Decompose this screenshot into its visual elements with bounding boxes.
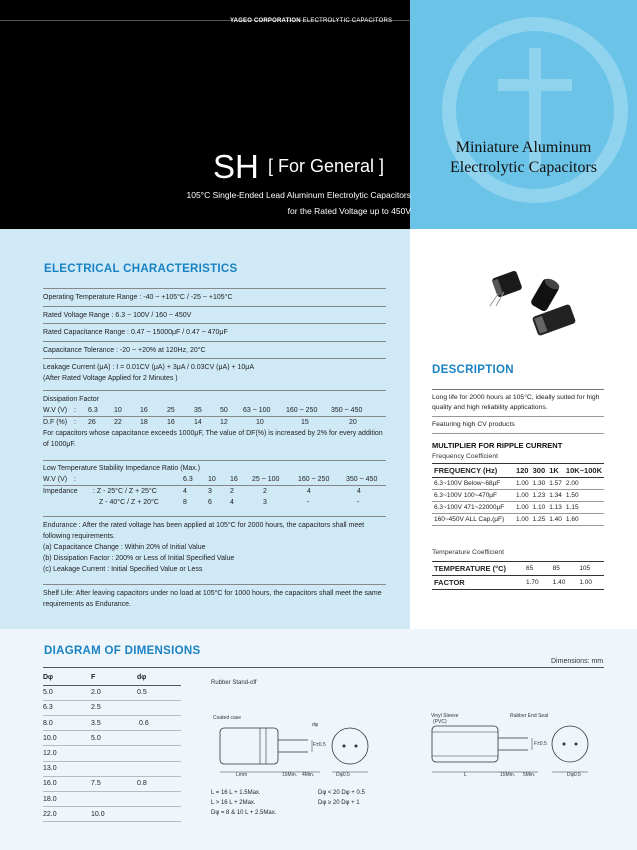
description-title: DESCRIPTION [432, 364, 514, 376]
dimensions-table [43, 670, 181, 822]
shelf-life-block: Shelf Life: After leaving capacitors under no load at 105°C for 1000 hours, the capacitors shall meet the same requirements as Endurance. [43, 584, 386, 610]
frequency-table [432, 463, 604, 526]
dim-d05-right: Dφ0.5 [567, 772, 581, 778]
table-row: 6.3~100V 471~22000μF 1.00 1.10 1.13 1.15 [432, 502, 604, 514]
table-row: 8.0 3.5 0.6 [43, 716, 181, 731]
dim-dphi: dφ [312, 722, 319, 728]
table-row: 18.0 [43, 792, 181, 807]
table-row: 10.0 5.0 [43, 731, 181, 746]
dimensions-units: Dimensions: mm [551, 658, 604, 665]
series-name: SH [213, 148, 259, 185]
coated-case-label: Coated case [213, 715, 242, 721]
table-row: 16.0 7.5 0.8 [43, 776, 181, 791]
rated-cap-row: Rated Capacitance Range : 0.47 ~ 15000μF / 0.47 ~ 470μF [43, 323, 386, 338]
description-text: Long life for 2000 hours at 105°C, ideally suited for high quality and high reliability applications. Featuring high CV products [432, 389, 604, 434]
header-desc-line2: for the Rated Voltage up to 450V [287, 206, 411, 216]
leakage-row: Leakage Current (μA) : I = 0.01CV (μA) + 3μA / 0.03CV (μA) + 10μA (After Rated Voltage Applied for 2 Minutes ) [43, 358, 386, 384]
product-title: Miniature Aluminum Electrolytic Capacitors [449, 139, 598, 176]
dim-f05-left: F±0.5 [313, 742, 326, 748]
brand-line: YAGEO CORPORATION ELECTROLYTIC CAPACITORS [230, 18, 393, 24]
table-row: 6.3~100V Below~68μF 1.00 1.30 1.57 2.00 [432, 478, 604, 490]
table-row: 22.0 10.0 [43, 807, 181, 822]
capacitor-photo [478, 268, 578, 348]
table-row: 6.3 2.5 [43, 700, 181, 715]
df-value-row: D.F (%) : 26 22 18 16 14 12 10 15 20 [43, 416, 386, 428]
rubber-end-seal-label: Rubber End Seal [510, 713, 549, 719]
dissipation-factor-block: Dissipation Factor W.V (V) : 6.3 10 16 25 35 50 63 ~ 100 160 ~ 250 350 ~ 450 D.F (%) : 26 22 18 16 14 12 10 15 20 For capacitors whose capacitance exceeds 1000μF, The value of DF(%) is increased by 2% for every addition of 1000μF. [43, 390, 386, 450]
dim-lmm: Lmm [236, 772, 248, 778]
table-row: 6.3~100V 100~470μF 1.00 1.23 1.34 1.50 [432, 490, 604, 502]
lt-voltage-row: W.V (V) : 6.3 10 16 25 ~ 100 160 ~ 250 350 ~ 450 [43, 476, 378, 483]
table-row: 5.0 2.0 0.5 [43, 685, 181, 700]
lt-row-40: Z - 40°C / Z + 20°C 8 6 4 3 - - [99, 499, 360, 506]
dimensions-header-row: Dφ F dφ [43, 670, 181, 685]
dim-f05-right: F±0.5 [534, 741, 547, 747]
frequency-coefficient-label: Frequency Coefficient [432, 453, 498, 460]
electrical-title: ELECTRICAL CHARACTERISTICS [44, 263, 238, 275]
df-voltage-row: W.V (V) : 6.3 10 16 25 35 50 63 ~ 100 160 ~ 250 350 ~ 450 [43, 407, 363, 414]
factor-row: FACTOR 1.70 1.40 1.00 [432, 576, 604, 590]
dim-15min-left: 15Min. [282, 772, 298, 778]
header-blue-band [410, 0, 637, 229]
logo-watermark [410, 0, 637, 229]
temperature-table [432, 561, 604, 590]
dim-d05-left: Dφ0.5 [336, 772, 350, 778]
dimensions-rule [43, 667, 604, 668]
series-subtitle: [ For General ] [268, 156, 385, 176]
rated-voltage-row: Rated Voltage Range : 6.3 ~ 100V / 160 ~ 450V [43, 306, 386, 321]
temperature-row: TEMPERATURE (°C) 65 85 105 [432, 562, 604, 576]
op-temp-row: Operating Temperature Range : -40 ~ +105°C / -25 ~ +105°C [43, 288, 386, 303]
dim-l: L [464, 772, 467, 778]
length-note: L = 16 L + 1.5Max. L > 16 L + 2Max. Dφ = 8 & 10 L + 2.5Max. [211, 790, 277, 816]
dim-4min: 4Min. [302, 772, 315, 778]
table-row: 13.0 [43, 761, 181, 776]
lt-row-25: Impedance : Z - 25°C / Z + 25°C 4 3 2 2 4 4 [43, 485, 386, 497]
frequency-header-row: FREQUENCY (Hz) 120 300 1K 10K~100K [432, 464, 604, 478]
multiplier-title: MULTIPLIER FOR RIPPLE CURRENT [432, 441, 563, 450]
capacitor-3 [532, 304, 576, 336]
vinyl-sleeve-pvc-label: (PVC) [433, 719, 447, 725]
cap-tol-row: Capacitance Tolerance : -20 ~ +20% at 120Hz, 20°C [43, 341, 386, 356]
table-row: 160~450V ALL Cap.(μF) 1.00 1.25 1.40 1.60 [432, 514, 604, 526]
header-desc-line1: 105°C Single-Ended Lead Aluminum Electrolytic Capacitors [186, 190, 411, 200]
table-row: 12.0 [43, 746, 181, 761]
rubber-standoff-label: Rubber Stand-off [211, 680, 257, 686]
low-temp-block: Low Temperature Stability Impedance Ratio (Max.) W.V (V) : 6.3 10 16 25 ~ 100 160 ~ 250 350 ~ 450 Impedance : Z - 25°C / Z + 25°C 4 3 2 2 4 4 Z - 40°C / Z + 20°C 8 6 4 3 - - [43, 460, 386, 508]
capacitor-2 [530, 277, 561, 313]
dim-15min-right: 15Min. [500, 772, 516, 778]
dimensions-title: DIAGRAM OF DIMENSIONS [44, 645, 201, 657]
temperature-coefficient-label: Temperature Coefficient [432, 549, 505, 556]
capacitor-1 [490, 270, 523, 306]
vinyl-sleeve-label: Vinyl Sleeve [431, 713, 459, 719]
endurance-block: Endurance : After the rated voltage has been applied at 105°C for 2000 hours, the capacitors shall meet following requirements. (a) Capacitance Change : Within 20% of Initial Value (b) Dissipation Factor : 200% or Less of Initial Specified Value (c) Leakage Current : Initial Specified Value or Less [43, 516, 386, 575]
dim-5min: 5Min. [523, 772, 536, 778]
diameter-note: Dφ < 20 Dφ + 0.5 Dφ ≥ 20 Dφ + 1 [318, 790, 365, 806]
